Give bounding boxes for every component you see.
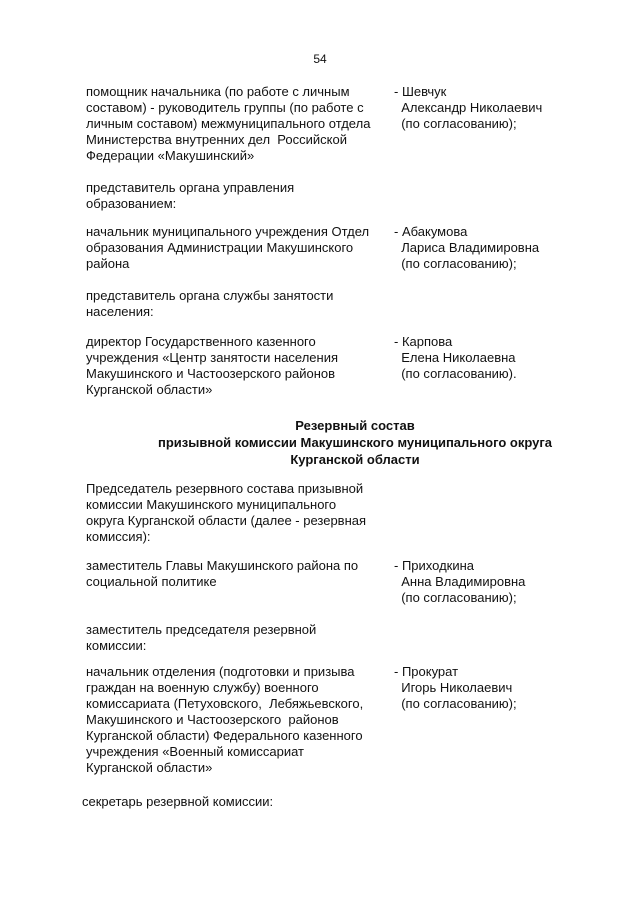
person-shevchuk: - Шевчук Александр Николаевич (по согласованию); [394,84,543,131]
position-military-office-head: начальник отделения (подготовки и призыва граждан на военную службу) военного комиссариата (Петуховского, Лебяжьевского, Макушинского и Частоозерского районов Курганской области) Федерального казенного учреждения «Военный комиссариат Курганской области» [86,664,364,775]
position-deputy-head-social: заместитель Главы Макушинского района по социальной политике [86,558,359,589]
heading-education-representative: представитель органа управления образованием: [86,180,295,211]
heading-employment-representative: представитель органа службы занятости населения: [86,288,334,319]
position-police-assistant: помощник начальника (по работе с личным составом) - руководитель группы (по работе с личным составом) межмуниципального отдела Министерства внутренних дел Российской Федерации «Макушинский» [86,84,371,163]
person-abakumova: - Абакумова Лариса Владимировна (по согласованию); [394,224,540,271]
heading-reserve-secretary: секретарь резервной комиссии: [82,794,274,809]
position-employment-director: директор Государственного казенного учреждения «Центр занятости населения Макушинского и Частоозерского районов Курганской области» [86,334,339,397]
heading-reserve-deputy: заместитель председателя резервной комиссии: [86,622,317,653]
position-education-head: начальник муниципального учреждения Отдел образования Администрации Макушинского района [86,224,370,271]
person-karpova: - Карпова Елена Николаевна (по согласованию). [394,334,517,381]
heading-reserve-chair: Председатель резервного состава призывной комиссии Макушинского муниципального округа Курганской области (далее - резервная комиссия): [86,481,367,544]
person-prikhodkina: - Приходкина Анна Владимировна (по согласованию); [394,558,526,605]
reserve-section-title: Резервный состав призывной комиссии Макушинского муниципального округа Курганской области [158,418,552,467]
page-number: 54 [313,52,327,66]
person-prokurat: - Прокурат Игорь Николаевич (по согласованию); [394,664,517,711]
